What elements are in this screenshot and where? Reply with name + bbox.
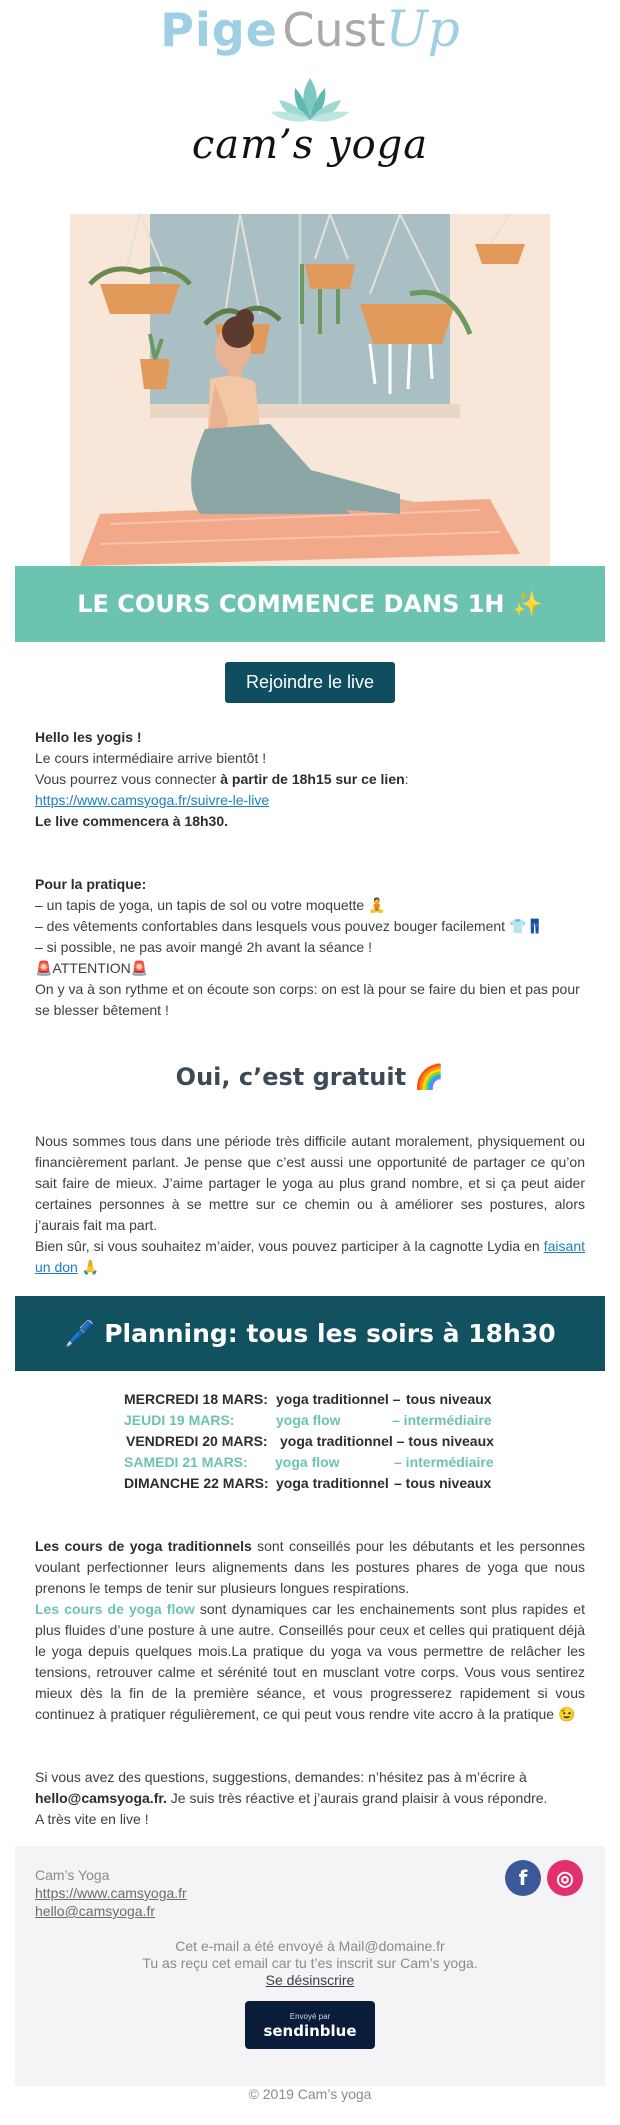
schedule-row xyxy=(0,1410,620,1431)
schedule-type: yoga traditionnel – tous niveaux xyxy=(280,1433,494,1449)
schedule-type: yoga traditionnel – xyxy=(276,1391,401,1407)
schedule-row xyxy=(0,1389,620,1410)
planning-schedule xyxy=(0,1389,620,1494)
gratuit-section xyxy=(35,1131,585,1278)
intro-section xyxy=(35,727,585,832)
live-link[interactable]: https://www.camsyoga.fr/suivre-le-live xyxy=(35,792,270,808)
gratuit-heading: Oui, c’est gratuit 🌈 xyxy=(175,1063,445,1091)
practice-item: – des vêtements confortables dans lesquels vous pouvez bouger facilement 👕👖 xyxy=(35,918,544,934)
hero-illustration xyxy=(70,214,550,566)
schedule-day: MERCREDI 18 MARS: xyxy=(124,1391,268,1407)
schedule-day: VENDREDI 20 MARS: xyxy=(126,1433,268,1449)
courses-section xyxy=(35,1536,585,1725)
yoga-woman-illustration xyxy=(70,214,550,566)
brand-part-1: Pige xyxy=(160,3,278,57)
footer-email-link[interactable]: hello@camsyoga.fr xyxy=(35,1903,156,1919)
schedule-row xyxy=(0,1431,620,1452)
schedule-level: – tous niveaux xyxy=(394,1475,492,1491)
greeting: Hello les yogis ! xyxy=(35,729,142,745)
reason-text: Tu as reçu cet email car tu t’es inscrit sur Cam’s yoga. xyxy=(142,1955,478,1971)
copyright: © 2019 Cam’s yoga xyxy=(248,2086,372,2102)
footer-website-link[interactable]: https://www.camsyoga.fr xyxy=(35,1885,187,1901)
schedule-row xyxy=(0,1473,620,1494)
sendinblue-badge[interactable] xyxy=(245,2001,375,2049)
intro-line-2: Vous pourrez vous connecter à partir de 18h15 sur ce lien: xyxy=(35,771,409,787)
donate-line: Bien sûr, si vous souhaitez m’aider, vous pouvez participer à la cagnotte Lydia en faisant un don 🙏 xyxy=(35,1238,585,1275)
sib-small-text: Envoyé par xyxy=(289,2012,331,2021)
brand-header xyxy=(0,0,620,60)
attention-label: 🚨ATTENTION🚨 xyxy=(35,960,149,976)
closing-text: A très vite en live ! xyxy=(35,1811,149,1827)
footer xyxy=(15,1846,605,2086)
banner-title: LE COURS COMMENCE DANS 1H ✨ xyxy=(77,590,543,618)
brand-part-3: Up xyxy=(385,0,460,58)
traditional-description: Les cours de yoga traditionnels sont conseillés pour les débutants et les personnes voulant perfectionner leurs alignements dans les postures phares de yoga que nous prenons le temps de tenir sur plusieurs longues respirations. xyxy=(35,1538,586,1596)
schedule-type: yoga flow xyxy=(276,1412,341,1428)
schedule-day: JEUDI 19 MARS: xyxy=(124,1412,235,1428)
brand-part-2: Cust xyxy=(282,3,386,57)
live-start-text: Le live commencera à 18h30. xyxy=(35,813,228,829)
contact-section xyxy=(35,1767,585,1830)
planning-title: 🖊️ Planning: tous les soirs à 18h30 xyxy=(64,1318,556,1348)
course-start-banner xyxy=(15,566,605,642)
schedule-row xyxy=(0,1452,620,1473)
logo-text: cam’s yoga xyxy=(191,122,429,168)
lotus-icon xyxy=(265,74,355,124)
schedule-day: DIMANCHE 22 MARS: xyxy=(124,1475,269,1491)
contact-text: Si vous avez des questions, suggestions, demandes: n’hésitez pas à m’écrire à hello@camsyoga.fr. Je suis très réactive et j’aurais grand plaisir à vous répondre. xyxy=(35,1769,548,1806)
schedule-type: yoga flow xyxy=(275,1454,340,1470)
footer-contact xyxy=(35,1866,187,1920)
contact-email[interactable]: hello@camsyoga.fr. xyxy=(35,1790,167,1806)
practice-item: – un tapis de yoga, un tapis de sol ou votre moquette 🧘 xyxy=(35,897,386,913)
schedule-type: yoga traditionnel xyxy=(276,1475,389,1491)
schedule-level: tous niveaux xyxy=(406,1391,492,1407)
footer-company: Cam’s Yoga xyxy=(35,1867,110,1883)
intro-line-1: Le cours intermédiaire arrive bientôt ! xyxy=(35,750,267,766)
practice-section xyxy=(35,874,585,1021)
flow-description: Les cours de yoga flow sont dynamiques car les enchainements sont plus rapides et plus fluides d’une posture à une autre. Conseillés pour ceux et celles qui pratiquent déjà le yoga depuis quelques mois.La pratique du yoga va vous permettre de relâcher les tensions, retrouver calme et sérénité tout en musclant votre corps. Vous vous sentirez mieux dès la fin de la première séance, et vous progresserez rapidement si vous continuez à pratiquer régulièrement, ce qui peut vous rendre vite accro à la pratique 😉 xyxy=(35,1601,585,1722)
sib-brand: sendinblue xyxy=(263,2022,357,2040)
practice-item: – si possible, ne pas avoir mangé 2h avant la séance ! xyxy=(35,939,372,955)
donate-link[interactable]: faisant un don xyxy=(35,1238,585,1275)
unsubscribe-link[interactable]: Se désinscrire xyxy=(265,1972,355,1988)
practice-note: On y va à son rythme et on écoute son corps: on est là pour se faire du bien et pas pour se blesser bêtement ! xyxy=(35,981,580,1018)
instagram-icon[interactable]: ◎ xyxy=(547,1860,583,1896)
practice-heading: Pour la pratique: xyxy=(35,876,147,892)
schedule-day: SAMEDI 21 MARS: xyxy=(124,1454,248,1470)
schedule-level: – intermédiaire xyxy=(394,1454,494,1470)
planning-banner xyxy=(15,1296,605,1371)
facebook-icon[interactable]: f xyxy=(505,1860,541,1896)
sent-to-text: Cet e-mail a été envoyé à Mail@domaine.fr xyxy=(175,1938,445,1954)
schedule-level: – intermédiaire xyxy=(392,1412,492,1428)
join-live-button[interactable]: Rejoindre le live xyxy=(225,662,395,703)
cams-yoga-logo[interactable] xyxy=(0,74,620,194)
cta-row xyxy=(0,642,620,717)
footer-notice xyxy=(15,1938,605,1989)
gratuit-body: Nous sommes tous dans une période très difficile autant moralement, physiquement ou financièrement parlant. Je pense que c’est aussi une opportunité de partager ce qu’on sait faire de mieux. J’aime partager le yoga au plus grand nombre, et si ça peut aider certaines personnes à se mettre sur ce chemin ou à améliorer ses postures, alors j’aurais fait ma part. xyxy=(35,1133,585,1233)
